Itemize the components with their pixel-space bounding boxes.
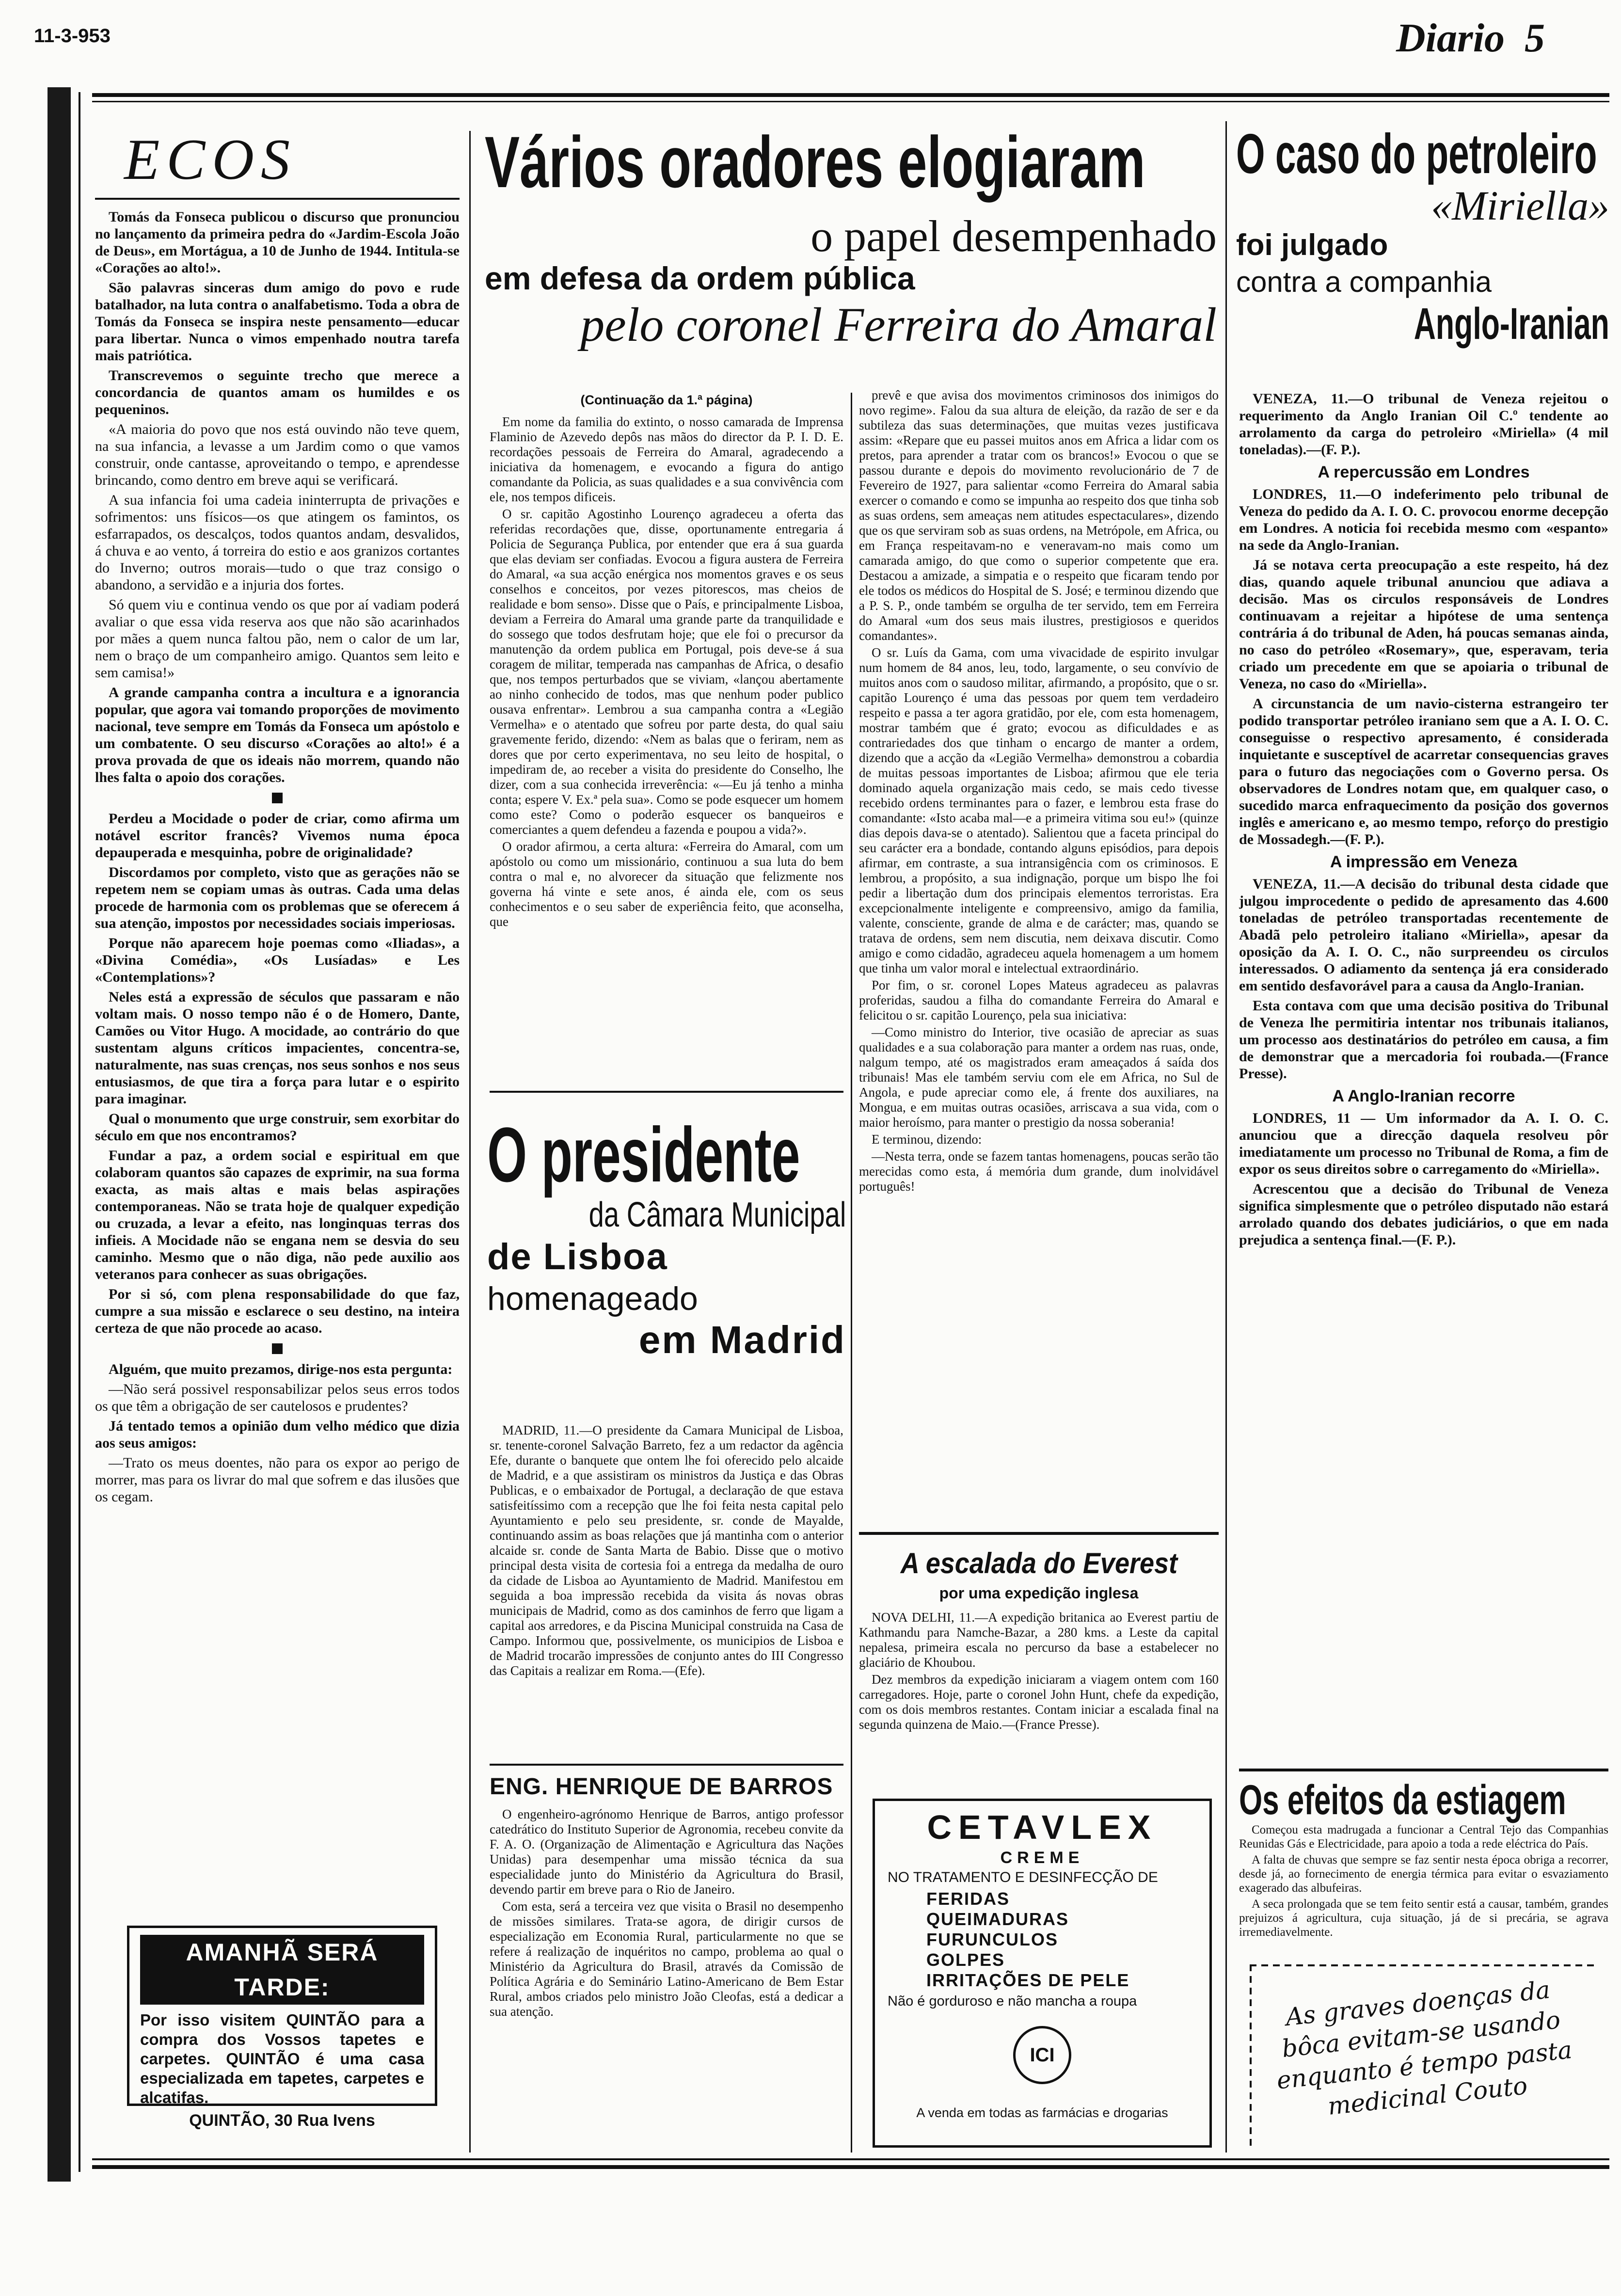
miriella-paragraph: Esta contava com que uma decisão positiva do Tribunal de Veneza lhe permitiria intentar nos tribunais italianos, um processo aos destinatários do petróleo em causa, a fim de demonstrar que a mercadoria foi roubada.—(France Presse).	[1239, 998, 1608, 1082]
ecos-paragraph: Perdeu a Mocidade o poder de criar, como afirma um notável escritor francês? Vivemos numa época depauperada e mesquinha, pobre de originalidade?	[95, 811, 460, 861]
miriella-subhead: A impressão em Veneza	[1330, 853, 1518, 871]
miriella-subhead: A Anglo-Iranian recorre	[1332, 1087, 1515, 1105]
column-rule-2	[851, 393, 852, 1086]
cetavlex-tagline: NO TRATAMENTO E DESINFECÇÃO DE	[888, 1869, 1158, 1885]
ecos-paragraph: A sua infancia foi uma cadeia ininterrupta de privações e sofrimentos: uns físicos—os que atingem os famintos, os esfarrapados, os descalços, todos quantos andam, desvalidos, á chuva e ao vento, á torreira do estio e aos granizos cortantes do Inverno; outros morais—tudo o que traz consigo o abandono, a servidão e a injuria dos fortes.	[95, 492, 460, 593]
miriella-paragraph: A circunstancia de um navio-cisterna estrangeiro ter podido transportar petróleo iraniano sem que a A. I. O. C. conseguisse o respectivo apresamento, é considerada inquietante e susceptível de acarretar consequencias graves para o futuro das negociações com o Governo persa. Os observadores de Londres notam que, em qualquer caso, o sucedido marca enfraquecimento da posição dos governos inglês e americano e, ao mesmo tempo, reforço do prestigio de Mossadegh.—(F. P.).	[1239, 696, 1608, 847]
ecos-title-rule	[95, 198, 460, 200]
everest-article	[859, 1547, 1219, 1799]
ecos-paragraph: Fundar a paz, a ordem social e espiritual em que colaboram quantos são capazes de exprimir, na sua forma exacta, as mais altas e mais belas aspirações contemporaneas. Não se trata hoje de qualquer expedição ou cruzada, a levar a efeito, nas longinquas terras dos infieis. A Mocidade não se engana nem se desvia do seu caminho. Mesmo que o não diga, não pede auxilio aos veteranos para conhecer as suas obrigações.	[95, 1148, 460, 1282]
oradores-paragraph: —Como ministro do Interior, tive ocasião de apreciar as suas qualidades e a sua colaboração para manter a ordem nas ruas, onde, nalgum tempo, até os magistrados eram ameaçados á saída dos tribunais! Mas ele também serviu com ele em Africa, no Sul de Angola, e pude apreciar como ele, á frente dos auxiliares, na Mongua, e em muitas outras ocasiões, arriscava a sua vida, com o maior heroísmo, para manter o prestigio da nossa soberania!	[859, 1025, 1219, 1130]
miriella-paragraph: Acrescentou que a decisão do Tribunal de Veneza significa simplesmente que o petróleo disputado não estará arrolado quando dos debates judiciários, o que em nada prejudica a sentença final.—(F. P.).	[1239, 1181, 1608, 1248]
section-separator	[272, 793, 283, 803]
couto-ad-script: As graves doenças da bôca evitam-se usando enquanto é tempo pasta medicinal Couto	[1275, 1976, 1573, 2121]
ecos-paragraph: Discordamos por completo, visto que as gerações não se repetem nem se copiam umas às outras. Cada uma delas procede de harmonia com os problemas que se oferecem á sua atenção, impostos por necessidades sociais imperiosas.	[95, 864, 460, 931]
barros-paragraph: Com esta, será a terceira vez que visita o Brasil no desempenho de missões similares. Trata-se agora, de dirigir cursos de especialização em Economia Rural, particularmente no que se refere á realização de inquéritos no campo, problema ao qual o Ministério da Agricultura do Brasil, através da Comissão de Política Agrária e do Seminário Latino-Americano de Bem Estar Rural, ambos criados pelo ministro João Cleofas, está a dedicar a sua atenção.	[490, 1899, 843, 2019]
ecos-column	[95, 112, 460, 2152]
presidente-paragraph: MADRID, 11.—O presidente da Camara Municipal de Lisboa, sr. tenente-coronel Salvação Barreto, fez a um redactor da agência Efe, durante o banquete que ontem lhe foi oferecido pelo alcaide de Madrid, e a que assistiram os ministros da Justiça e das Obras Publicas, e o embaixador de Portugal, a declaração de que estava satisfeitíssimo com a recepção que lhe foi feita nesta capital pelo Ayuntamiento e pelo seu presidente, sr. conde de Mayalde, continuando assim as boas relações que já mantinha com o anterior alcaide sr. conde de Santa Marta de Babio. Disse que o motivo principal desta visita de cortesia foi a entrega da medalha de ouro da cidade de Lisboa ao Ayuntamiento de Madrid. Manifestou em seguida a boa impressão recebida da visita ás novas obras municipais de Madrid, como as dos caminhos de ferro que ligam a capital aos arredores, e da Piscina Municipal construida na Casa de Campo. Informou que, possivelmente, os municipios de Lisboa e de Madrid trocarão impressões de conjunto antes do III Congresso das Capitais a realizar em Roma.—(Efe).	[490, 1423, 843, 1678]
barros-article	[490, 1770, 843, 2153]
miriella-paragraph: LONDRES, 11.—O indeferimento pelo tribunal de Veneza do pedido da A. I. O. C. provocou enorme decepção em Londres. A noticia foi recebida mesmo com «espanto» na sede da Anglo-Iranian.	[1239, 486, 1608, 553]
masthead-title: Diario	[1396, 16, 1505, 61]
ecos-paragraph: Por si só, com plena responsabilidade do que faz, cumpre a sua missão e esclarece o seu destino, na inteira certeza de que não procede ao acaso.	[95, 1286, 460, 1336]
miriella-paragraph: VENEZA, 11.—O tribunal de Veneza rejeitou o requerimento da Anglo Iranian Oil C.º tendente ao arrolamento da carga do petroleiro «Miriella» (4 mil toneladas).—(F. P.).	[1239, 391, 1608, 458]
margin-bar	[48, 87, 71, 2182]
oradores-paragraph: Por fim, o sr. coronel Lopes Mateus agradeceu as palavras proferidas, saudou a filha do comandante Ferreira do Amaral e felicitou o sr. capitão Lourenço, pela sua iniciativa:	[859, 978, 1219, 1022]
column-rule-1	[469, 131, 471, 2152]
estiagem-paragraph: Começou esta madrugada a funcionar a Central Tejo das Companhias Reunidas Gás e Electricidade, para apoio a toda a rede eléctrica do País.	[1239, 1823, 1608, 1850]
estiagem-headline: Os efeitos da estiagem	[1239, 1777, 1566, 1823]
cetavlex-item: IRRITAÇÕES DE PELE	[926, 1970, 1130, 1990]
presidente-deck-3: homenageado	[487, 1280, 698, 1317]
presidente-deck-4: em Madrid	[638, 1318, 846, 1361]
estiagem-paragraph: A seca prolongada que se tem feito sentir está a causar, também, grandes prejuizos á agricultura, cuja situação, já de si precária, se agrava irremediavelmente.	[1239, 1897, 1608, 1939]
oradores-paragraph: E terminou, dizendo:	[872, 1132, 982, 1147]
miriella-end-rule	[1239, 1769, 1608, 1771]
miriella-subhead: A repercussão em Londres	[1318, 463, 1530, 481]
miriella-header	[1236, 121, 1609, 393]
oradores-column-1	[490, 393, 843, 1091]
presidente-header	[487, 1110, 846, 1425]
oradores-paragraph: O sr. Luís da Gama, com uma vivacidade de espirito invulgar num homem de 84 anos, leu, todo, largamente, o seu convívio de muitos anos com o saudoso militar, afirmando, a propósito, que o sr. capitão Lourenço é uma das pessoas por quem tem verdadeiro respeito e passa a ter agora gratidão, por ele, com esta homenagem, mostrar também que é grato; evocou as dificuldades e as contrariedades dos que tinham o encargo de manter a ordem, dizendo que a acção da «Legião Vermelha» demonstrou a cobardia de muitas pessoas importantes de Lisboa; afirmou que ele teria dominado aquela organização mais cedo, se mais cedo tivesse recebido ordens terminantes para o fazer, e lembrou esta frase do comandante: «Isto acaba mal—e a primeira vitima sou eu!» (quinze dias depois dava-se o atentado). Salientou que a faceta principal do seu carácter era a bondade, contando alguns episódios, para depois afirmar, em contraste, a sua intransigência com os criminosos. E lembrou, a propósito, a sua indignação, porque um bispo lhe foi pedir a libertação dum dos principais elementos terroristas. Era excepcionalmente inteligente e compreensivo, amigo da familia, valente, consciente, grande de alma e de carácter; mas, quando se tratava de ordens, sem nem discutia, nem deixava discutir. Como amigo e como cidadão, agradeceu aquela homenagem a um homem que tinha um valor moral e intelectual extraordinário.	[859, 645, 1219, 975]
cetavlex-item: QUEIMADURAS	[926, 1909, 1069, 1929]
ecos-paragraph: Transcrevemos o seguinte trecho que merece a concordancia de quantos amam os humildes e os pequeninos.	[95, 367, 460, 417]
presidente-deck-2: de Lisboa	[487, 1236, 668, 1277]
ecos-paragraph: —Trato os meus doentes, não para os expor ao perigo de morrer, mas para os livrar do mal que sofrem e das ilusões que os cegam.	[95, 1455, 460, 1505]
ecos-paragraph: Alguém, que muito prezamos, dirige-nos esta pergunta:	[109, 1361, 453, 1377]
oradores-paragraph: Em nome da familia do extinto, o nosso camarada de Imprensa Flaminio de Azevedo depôs nas mãos do director da P. I. D. E. recordações pessoais de Ferreira do Amaral, agradecendo a iniciativa da homenagem, e evocando a figura do antigo comandante da Policia, as suas qualidades e a sua convivência com ele, nos tempos dificeis.	[490, 415, 843, 504]
ecos-paragraph: Só quem viu e continua vendo os que por aí vadiam poderá avaliar o que essa vida reserva aos que não são acarinhados por mães a quem nunca faltou pão, nem o calor de um lar, nem o braço de um companheiro amigo. Quantos sem leito e sem camisa!»	[95, 597, 460, 681]
oradores-paragraph: O orador afirmou, a certa altura: «Ferreira do Amaral, com um apóstolo ou como um missionário, continuou a sua luta do bem contra o mal e, no alvorecer da situação que felizmente nos governa há vinte e sete anos, é ainda ele, com os seus conhecimentos e o seu saber de experiência feito, que aconselha, que	[490, 839, 843, 929]
ici-logo-icon	[1013, 2026, 1071, 2084]
oradores-col2-end-rule	[859, 1532, 1219, 1535]
ecos-paragraph: São palavras sinceras dum amigo do povo e rude batalhador, na luta contra o analfabetismo. Toda a obra de Tomás da Fonseca se inspira neste pensamento—educar para libertar. Nunca o vimos empenhado noutra tarefa mais patriótica.	[95, 280, 460, 364]
cetavlex-item: FERIDAS	[926, 1889, 1010, 1909]
oradores-deck-3: pelo coronel Ferreira do Amaral	[580, 298, 1217, 351]
miriella-headline-2: «Miriella»	[1431, 182, 1609, 229]
estiagem-article	[1239, 1776, 1608, 1951]
bottom-rule	[92, 2158, 1609, 2160]
section-separator	[272, 1343, 283, 1354]
miriella-paragraph: LONDRES, 11 — Um informador da A. I. O. C. anunciou que a direcção daquela resolveu pôr imediatamente um processo no Tribunal de Roma, a fim de expor os seus direitos sobre o carregamento do «Miriella».	[1239, 1110, 1608, 1177]
presidente-end-rule	[490, 1764, 843, 1766]
ecos-paragraph: A grande campanha contra a incultura e a ignorancia popular, que agora vai tomando proporções de movimento nacional, teve sempre em Tomás da Fonseca um apóstolo e um combatente. O seu discurso «Corações ao alto!» é a prova provada de que os ideais não morrem, quando não lhes falta o apoio dos corações.	[95, 685, 460, 785]
top-rule-thin	[92, 101, 1609, 102]
barros-headline: ENG. HENRIQUE DE BARROS	[490, 1774, 833, 1800]
oradores-header	[485, 120, 1217, 392]
ecos-paragraph: Neles está a expressão de séculos que passaram e não voltam mais. O nosso tempo não é o de Homero, Dante, Camões ou Vitor Hugo. A mocidade, ao contrário do que sustentam alguns críticos impacientes, concentra-se, naturalmente, nas suas crenças, nos seus sonhos e nos seus entusiasmos, de que tira a força para lutar e o espirito para imaginar.	[95, 989, 460, 1107]
everest-paragraph: Dez membros da expedição iniciaram a viagem ontem com 160 carregadores. Hoje, parte o coronel John Hunt, chefe da expedição, com os dois membros restantes. Contam iniciar a escalada final na segunda quinzena de Maio.—(France Presse).	[859, 1672, 1219, 1732]
quintao-headline: AMANHÃ SERÁ TARDE:	[140, 1935, 424, 2005]
bottom-rule-thick	[92, 2165, 1609, 2169]
cetavlex-item: FURUNCULOS	[926, 1929, 1058, 1949]
quintao-ad	[127, 1926, 437, 2130]
masthead	[1396, 15, 1545, 62]
oradores-deck-2: em defesa da ordem pública	[485, 260, 915, 296]
continuation-note: (Continuação da 1.ª página)	[580, 393, 753, 407]
ecos-title: ECOS	[124, 127, 297, 191]
couto-ad-border-left	[1250, 1964, 1252, 2149]
miriella-paragraph: Já se notava certa preocupação a este respeito, há dez dias, quando aquele tribunal anunciou que adiava a decisão. Mas os circulos responsáveis de Londres continuavam a rejeitar a hipótese de uma sentença contrária á do tribunal de Aden, há poucas semanas ainda, no caso do petróleo «Rosemary», que, esperavam, teria criado um precedente em que se apoiaria o tribunal de Veneza, no caso do «Miriella».	[1239, 557, 1608, 692]
cetavlex-item: GOLPES	[926, 1950, 1005, 1970]
couto-ad	[1246, 1959, 1605, 2152]
oradores-headline: Vários oradores elogiaram	[485, 121, 1145, 203]
oradores-deck-1: o papel desempenhado	[810, 211, 1217, 261]
oradores-paragraph: —Nesta terra, onde se fazem tantas homenagens, poucas serão tão merecidas como esta, á memória dum grande, dum inolvidável português!	[859, 1149, 1219, 1194]
cetavlex-footer: A venda em todas as farmácias e drogarias	[916, 2105, 1168, 2120]
barros-paragraph: O engenheiro-agrónomo Henrique de Barros, antigo professor catedrático do Instituto Superior de Agronomia, recebeu convite da F. A. O. (Organização de Alimentação e Agricultura das Nações Unidas) para desempenhar uma missão técnica da sua especialidade junto do Ministério da Agricultura do Brasil, devendo partir em breve para o Rio de Janeiro.	[490, 1807, 843, 1897]
presidente-headline: O presidente	[487, 1111, 800, 1198]
cetavlex-brand: CETAVLEX	[927, 1808, 1158, 1846]
margin-line	[79, 92, 80, 2172]
column-rule-2b	[851, 1086, 852, 2152]
ecos-paragraph: —Não será possivel responsabilizar pelos seus erros todos os que têm a obrigação de ser cautelosos e prudentes?	[95, 1381, 460, 1414]
quintao-body: Por isso visitem QUINTÃO para a compra dos Vossos tapetes e carpetes. QUINTÃO é uma casa especializada em tapetes, carpetes e alcatifas.	[140, 2011, 424, 2106]
everest-subhead: por uma expedição inglesa	[939, 1584, 1139, 1602]
column-rule-3	[1225, 121, 1227, 2152]
oradores-end-rule	[490, 1091, 843, 1093]
miriella-headline-1: O caso do petroleiro	[1236, 122, 1597, 185]
oradores-paragraph: prevê e que avisa dos movimentos criminosos dos inimigos do novo regime». Falou da sua altura de eleição, da razão de ser e da subtileza das suas determinações, que muitas vezes justificava assim: «Repare que eu passei muitos anos em Africa a lidar com os pretos, para aprender a tratar com os brancos!» Evocou o que se passou durante e depois do movimento revolucionário de 7 de Fevereiro de 1927, para salientar «como Ferreira do Amaral sabia exercer o comando e como se impunha ao respeito dos que tinha sob as suas ordens, sem ameaças nem atitudes espectaculares», dizendo que os que serviram sob as suas ordens, na Metrópole, em Africa, ou em França respeitavam-no e veneravam-no mais como um camarada amigo, do que como o superior competente que era. Destacou a amizade, a simpatia e o respeito que ficaram tendo por ele todos os médicos do Hospital de S. José; e terminou dizendo que a P. S. P., onde também se orgulha de ter servido, tem em Ferreira do Amaral «um dos seus mais ilustres, prestigiosos e queridos comandantes».	[859, 388, 1219, 643]
presidente-body	[490, 1423, 843, 1762]
page-date: 11-3-953	[34, 25, 111, 47]
miriella-deck-3: Anglo-Iranian	[1414, 299, 1609, 349]
ici-logo-text: ICI	[1030, 2044, 1055, 2066]
everest-headline: A escalada do Everest	[900, 1547, 1177, 1579]
everest-paragraph: NOVA DELHI, 11.—A expedição britanica ao Everest partiu de Kathmandu para Namche-Bazar, a 280 kms. a Leste da capital nepalesa, primeira escala no percurso da base a estabelecer no glaciário de Khoubou.	[859, 1610, 1219, 1670]
cetavlex-ad	[873, 1799, 1212, 2148]
estiagem-paragraph: A falta de chuvas que sempre se faz sentir nesta época obriga a recorrer, desde já, ao fornecimento de energia térmica para evitar o esvaziamento exagerado das albufeiras.	[1239, 1853, 1608, 1895]
ecos-paragraph: Porque não aparecem hoje poemas como «Iliadas», a «Divina Comédia», «Os Lusíadas» e Les «Contemplations»?	[95, 935, 460, 985]
cetavlex-product: CREME	[1000, 1849, 1084, 1867]
ecos-paragraph: «A maioria do povo que nos está ouvindo não teve quem, na sua infancia, a levasse a um Jardim como o que vamos construir, onde cantasse, aproveitando o tempo, e aprendesse brincando, como dentro em breve aqui se verificará.	[95, 421, 460, 488]
ecos-paragraph: Qual o monumento que urge construir, sem exorbitar do século em que nos encontramos?	[95, 1111, 460, 1144]
oradores-column-2	[859, 388, 1219, 1527]
top-rule	[92, 93, 1609, 97]
page-number: 5	[1525, 16, 1545, 61]
couto-ad-border-top	[1250, 1964, 1599, 1966]
ecos-paragraph: Tomás da Fonseca publicou o discurso que pronunciou no lançamento da primeira pedra do «Jardim-Escola João de Deus», em Mortágua, a 10 de Junho de 1944. Intitula-se «Corações ao alto!».	[95, 209, 460, 276]
miriella-deck-2: contra a companhia	[1236, 266, 1492, 298]
miriella-body	[1239, 390, 1608, 1767]
ecos-paragraph: Já tentado temos a opinião dum velho médico que dizia aos seus amigos:	[95, 1418, 460, 1451]
quintao-address: QUINTÃO, 30 Rua Ivens	[189, 2111, 375, 2130]
oradores-paragraph: O sr. capitão Agostinho Lourenço agradeceu a oferta das referidas recordações que, disse, oportunamente entregaria á Policia de Segurança Publica, por entender que era á sua guarda que elas deviam ser confiadas. Evocou a figura austera de Ferreira do Amaral, «a sua acção enérgica nos momentos graves e os seus conselhos e conceitos, por vezes pitorescos, mas cheios de realidade e bom senso». Disse que o País, e principalmente Lisboa, deviam a Ferreira do Amaral uma grande parte da tranquilidade e do sossego que todos desfrutam hoje; que ele foi o precursor da manutenção da ordem publica em Portugal, pois deve-se á sua coragem de militar, temperada nas campanhas de Africa, o desafio que, nos tempos perturbados que se viviam, «lançou abertamente ao ninho conhecido de todos, mas que nenhum poder publico ousava enfrentar». Lembrou a sua campanha contra a «Legião Vermelha» e o atentado que sofreu por parte desta, do qual saiu gravemente ferido, dizendo: «Nem as balas que o feriram, nem as dores que por certo experimentava, no seu leito de hospital, o impediram de, ao receber a visita do presidente do Conselho, lhe dizer, com a sua conhecida irreverência: «—Eu já tenho a minha conta; espere V. Ex.ª pela sua». Como se pode esquecer um homem como este? Como o poderão esquecer os banqueiros e comerciantes a quem defendeu a fazenda e poupou a vida?».	[490, 507, 843, 837]
presidente-deck-1: da Câmara Municipal	[588, 1196, 846, 1234]
miriella-paragraph: VENEZA, 11.—A decisão do tribunal desta cidade que julgou improcedente o pedido de apresamento das 4.600 toneladas de petróleo transportadas recentemente de Abadã pelo petroleiro italiano «Miriella», apesar da oposição da A. I. O. C., não surpreendeu os circulos interessados. O adiamento da sentença já era considerado em sentido desfavorável para a causa da Anglo-Iranian.	[1239, 876, 1608, 994]
cetavlex-note: Não é gorduroso e não mancha a roupa	[888, 1993, 1137, 2009]
miriella-deck-1: foi julgado	[1236, 228, 1388, 262]
